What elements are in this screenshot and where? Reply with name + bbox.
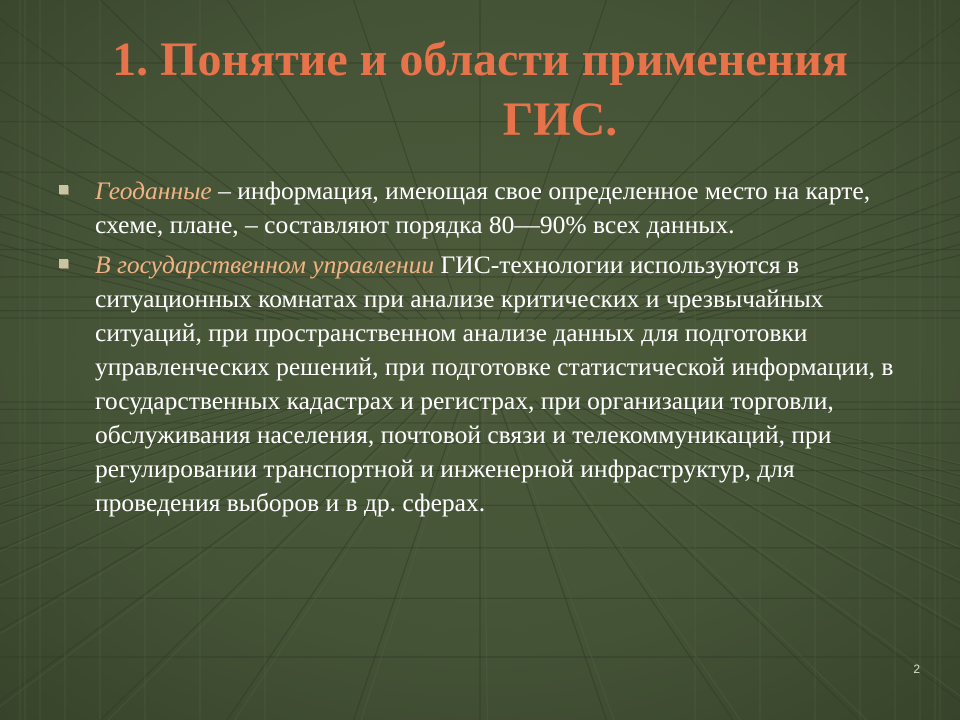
page-number: 2 (913, 662, 920, 676)
bullet-term: В государственном управлении (95, 250, 435, 279)
square-bullet-icon (59, 185, 68, 194)
square-bullet-icon (59, 259, 68, 268)
bullet-item-geodata (56, 174, 896, 242)
bullet-term: Геоданные (95, 176, 212, 205)
bullet-text: ГИС-технологии используются в ситуационных комнатах при анализе критических и чрезвычайных ситуаций, при пространственном анализе данных для подготовки управленческих решений, при подготовке статистической информации, в государственных кадастрах и регистрах, при организации торговли, обслуживания населения, почтовой связи и телекоммуникаций, при регулировании транспортной и инженерной инфраструктур, для проведения выборов и в др. сферах. (95, 250, 894, 517)
bullet-text: – информация, имеющая свое определенное место на карте, схеме, плане, – составляют порядка 80—90% всех данных. (95, 176, 871, 239)
slide-title (40, 30, 920, 150)
bullet-item-government (56, 248, 896, 520)
bullet-list (56, 174, 896, 526)
title-line-1: 1. Понятие и области применения (112, 33, 848, 86)
title-line-2: ГИС. (502, 93, 618, 146)
